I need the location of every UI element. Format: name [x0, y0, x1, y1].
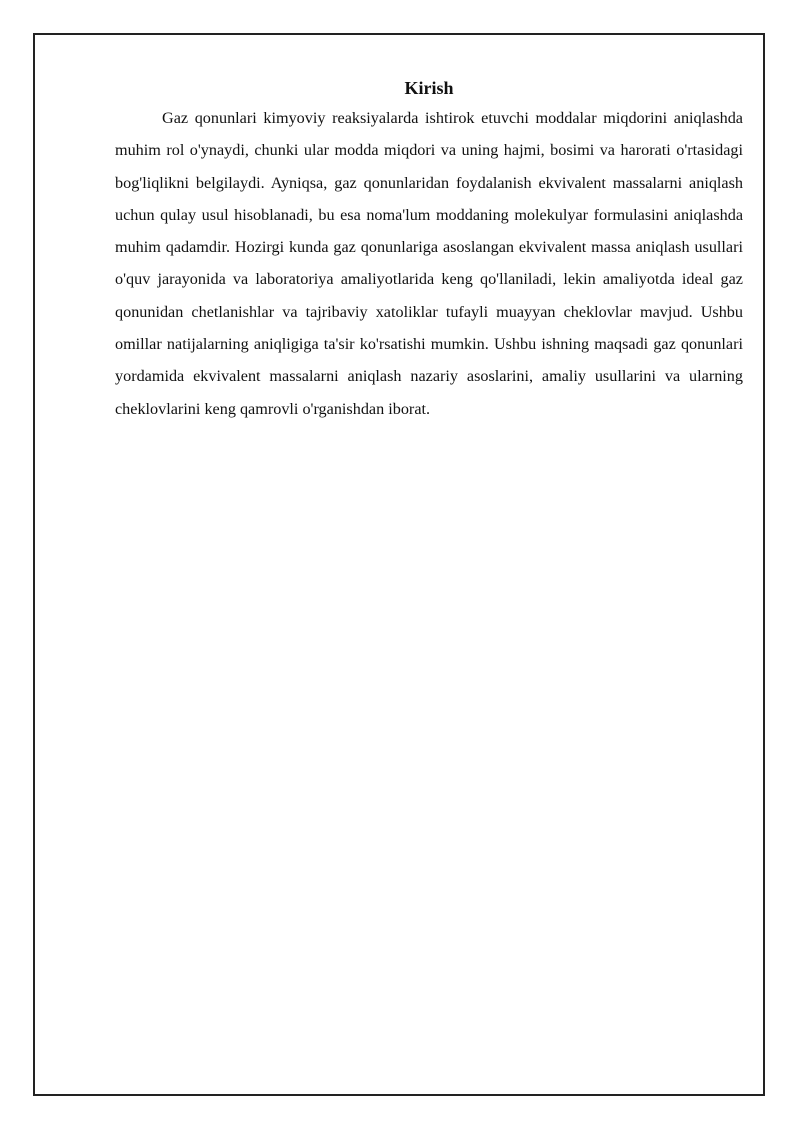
document-content: [115, 74, 743, 425]
intro-paragraph: Gaz qonunlari kimyoviy reaksiyalarda ishtirok etuvchi moddalar miqdorini aniqlashda muhim rol o'ynaydi, chunki ular modda miqdori va uning hajmi, bosimi va harorati o'rtasidagi bog'liqlikni belgilaydi. Ayniqsa, gaz qonunlaridan foydalanish ekvivalent massalarni aniqlash uchun qulay usul hisoblanadi, bu esa noma'lum moddaning molekulyar formulasini aniqlashda muhim qadamdir. Hozirgi kunda gaz qonunlariga asoslangan ekvivalent massa aniqlash usullari o'quv jarayonida va laboratoriya amaliyotlarida keng qo'llaniladi, lekin amaliyotda ideal gaz qonunidan chetlanishlar va tajribaviy xatoliklar tufayli muayyan cheklovlar mavjud. Ushbu omillar natijalarning aniqligiga ta'sir ko'rsatishi mumkin. Ushbu ishning maqsadi gaz qonunlari yordamida ekvivalent massalarni aniqlash nazariy asoslarini, amaliy usullarini va ularning cheklovlarini keng qamrovli o'rganishdan iborat.: [115, 109, 743, 418]
section-title: Kirish: [404, 78, 454, 98]
